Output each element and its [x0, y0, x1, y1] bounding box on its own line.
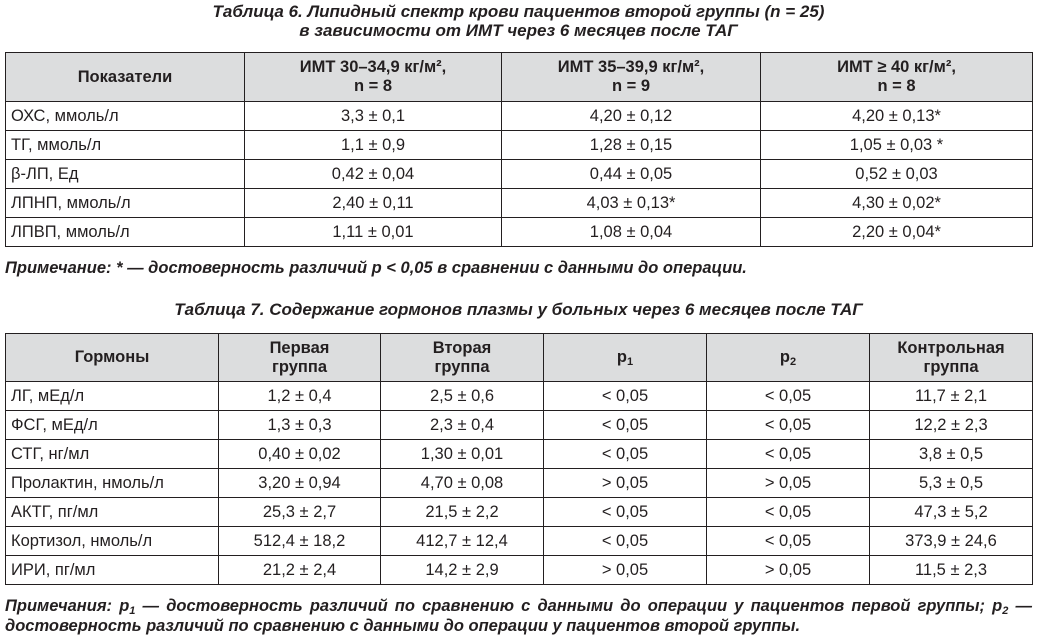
table-cell: < 0,05 — [707, 527, 870, 556]
table-cell: 1,3 ± 0,3 — [219, 411, 381, 440]
table-cell: < 0,05 — [707, 382, 870, 411]
table7-header-hormones: Гормоны — [6, 334, 219, 382]
table-cell: 2,5 ± 0,6 — [381, 382, 544, 411]
table-cell: 11,5 ± 2,3 — [870, 556, 1033, 585]
table-cell: 47,3 ± 5,2 — [870, 498, 1033, 527]
table-row — [6, 102, 1033, 131]
table-cell: 3,3 ± 0,1 — [245, 102, 502, 131]
table-cell: ИРИ, пг/мл — [6, 556, 219, 585]
table-cell: 0,42 ± 0,04 — [245, 160, 502, 189]
table-row — [6, 218, 1033, 247]
table-cell: 1,1 ± 0,9 — [245, 131, 502, 160]
table-cell: Пролактин, нмоль/л — [6, 469, 219, 498]
table-cell: АКТГ, пг/мл — [6, 498, 219, 527]
table-cell: 2,40 ± 0,11 — [245, 189, 502, 218]
table-cell: < 0,05 — [707, 440, 870, 469]
table-cell: 5,3 ± 0,5 — [870, 469, 1033, 498]
table7-header-control-group-text: Контрольная группа — [897, 338, 1005, 376]
table-cell: < 0,05 — [544, 411, 707, 440]
table-cell: 21,5 ± 2,2 — [381, 498, 544, 527]
table-cell: ЛГ, мЕд/л — [6, 382, 219, 411]
table-cell: 0,40 ± 0,02 — [219, 440, 381, 469]
table7-header-first-group — [219, 334, 381, 382]
table-cell: 412,7 ± 12,4 — [381, 527, 544, 556]
table6-header-bmi-40-plus-text: ИМТ ≥ 40 кг/м², n = 8 — [837, 58, 956, 95]
table-cell: < 0,05 — [544, 440, 707, 469]
table-cell: 12,2 ± 2,3 — [870, 411, 1033, 440]
table-cell: < 0,05 — [707, 411, 870, 440]
table6-header-bmi-35-39-text: ИМТ 35–39,9 кг/м², n = 9 — [557, 58, 705, 95]
table7 — [5, 333, 1033, 585]
table-cell: β-ЛП, Ед — [6, 160, 245, 189]
table6-header-row — [6, 53, 1033, 102]
table-row — [6, 440, 1033, 469]
table-cell: 373,9 ± 24,6 — [870, 527, 1033, 556]
table-cell: > 0,05 — [707, 469, 870, 498]
table-cell: 4,20 ± 0,13* — [761, 102, 1033, 131]
table6-title-line1: Таблица 6. Липидный спектр крови пациентов второй группы (n = 25) — [212, 2, 825, 21]
table7-header-second-group — [381, 334, 544, 382]
table-cell: 3,8 ± 0,5 — [870, 440, 1033, 469]
table6-note: Примечание: * — достоверность различий р < 0,05 в сравнении с данными до операции. — [5, 259, 747, 277]
table-row — [6, 189, 1033, 218]
table7-header-p1-text: $p_1$ — [616, 348, 634, 368]
table6-header-bmi-30-34 — [245, 53, 502, 102]
table-cell: 2,20 ± 0,04* — [761, 218, 1033, 247]
table-cell: ТГ, ммоль/л — [6, 131, 245, 160]
table6-header-bmi-30-34-text: ИМТ 30–34,9 кг/м², n = 8 — [299, 58, 447, 95]
table-row — [6, 469, 1033, 498]
table-cell: ЛПНП, ммоль/л — [6, 189, 245, 218]
table-cell: ФСГ, мЕд/л — [6, 411, 219, 440]
table-cell: < 0,05 — [544, 382, 707, 411]
table-cell: 1,08 ± 0,04 — [502, 218, 761, 247]
table-cell: 1,11 ± 0,01 — [245, 218, 502, 247]
table-cell: 25,3 ± 2,7 — [219, 498, 381, 527]
table-cell: 512,4 ± 18,2 — [219, 527, 381, 556]
table-cell: < 0,05 — [544, 498, 707, 527]
table-row — [6, 556, 1033, 585]
table-row — [6, 527, 1033, 556]
table-cell: Кортизол, нмоль/л — [6, 527, 219, 556]
table-row — [6, 131, 1033, 160]
table-cell: ЛПВП, ммоль/л — [6, 218, 245, 247]
table-cell: 0,52 ± 0,03 — [761, 160, 1033, 189]
table-cell: 4,20 ± 0,12 — [502, 102, 761, 131]
table-cell: 11,7 ± 2,1 — [870, 382, 1033, 411]
table-cell: > 0,05 — [707, 556, 870, 585]
table-cell: ОХС, ммоль/л — [6, 102, 245, 131]
table-cell: > 0,05 — [544, 556, 707, 585]
table7-note — [5, 596, 1032, 636]
table-row — [6, 382, 1033, 411]
table-cell: 4,30 ± 0,02* — [761, 189, 1033, 218]
table-row — [6, 411, 1033, 440]
table-cell: 4,70 ± 0,08 — [381, 469, 544, 498]
table7-note-text: Примечания: $p_1$ — достоверность различий по сравнению с данными до операции у пациентов первой группы; $p_2$ — достоверность различий по сравнению с данными до операции у пациентов второй группы. — [5, 597, 1032, 635]
table-cell: 1,2 ± 0,4 — [219, 382, 381, 411]
table6-title-line2: в зависимости от ИМТ через 6 месяцев после ТАГ — [299, 21, 738, 40]
table-cell: < 0,05 — [544, 527, 707, 556]
table6-header-indicators: Показатели — [6, 53, 245, 102]
table-cell: > 0,05 — [544, 469, 707, 498]
table-cell: 14,2 ± 2,9 — [381, 556, 544, 585]
table-cell: 0,44 ± 0,05 — [502, 160, 761, 189]
table-cell: < 0,05 — [707, 498, 870, 527]
table-cell: 21,2 ± 2,4 — [219, 556, 381, 585]
table-cell: 3,20 ± 0,94 — [219, 469, 381, 498]
table7-header-row — [6, 334, 1033, 382]
table-cell: 2,3 ± 0,4 — [381, 411, 544, 440]
table7-header-first-group-text: Первая группа — [269, 338, 330, 376]
table-cell: 1,30 ± 0,01 — [381, 440, 544, 469]
table7-title: Таблица 7. Содержание гормонов плазмы у больных через 6 месяцев после ТАГ — [174, 300, 863, 319]
table-cell: 1,05 ± 0,03 * — [761, 131, 1033, 160]
table7-header-control-group — [870, 334, 1033, 382]
table6 — [5, 52, 1033, 247]
table-cell: 1,28 ± 0,15 — [502, 131, 761, 160]
table7-header-second-group-text: Вторая группа — [432, 338, 492, 376]
table-cell: СТГ, нг/мл — [6, 440, 219, 469]
table6-header-bmi-40-plus — [761, 53, 1033, 102]
table7-header-p1 — [544, 334, 707, 382]
table7-header-p2-text: $p_2$ — [779, 348, 797, 368]
table-row — [6, 498, 1033, 527]
table-cell: 4,03 ± 0,13* — [502, 189, 761, 218]
table6-header-bmi-35-39 — [502, 53, 761, 102]
table7-header-p2 — [707, 334, 870, 382]
table-row — [6, 160, 1033, 189]
